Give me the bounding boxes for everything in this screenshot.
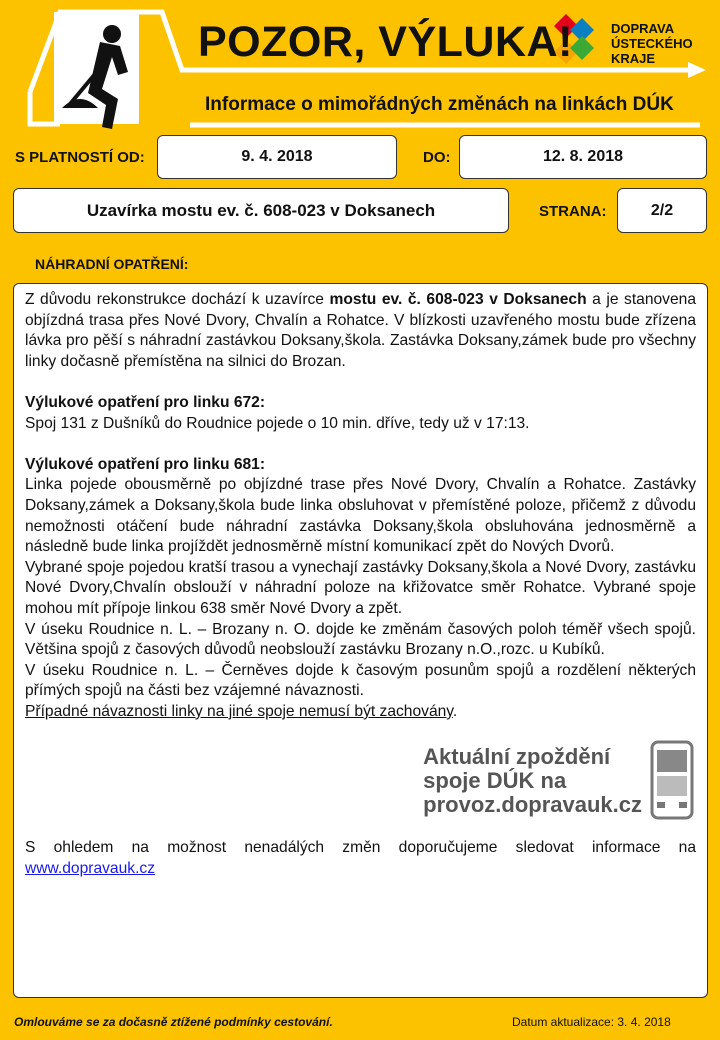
connections-note: Případné návaznosti linky na jiné spoje nemusí být zachovány	[25, 702, 453, 720]
update-date: Datum aktualizace: 3. 4. 2018	[512, 1015, 671, 1029]
valid-from-value: 9. 4. 2018	[157, 135, 397, 179]
intro-paragraph	[25, 290, 696, 372]
paragraph-681-2: Vybrané spoje pojedou kratší trasou a vynechají zastávky Doksany,škola a Nové Dvory, zastávku Nové Dvory,Chvalín obslouží v náhradní poloze na křižovatce směr Rohatce. Vybrané spoje mohou mít přípoje linkou 638 směr Nové Dvory a zpět.	[25, 558, 696, 617]
heading-line-681: Výlukové opatření pro linku 681:	[25, 455, 266, 473]
page-subtitle: Informace o mimořádných změnách na linkách DÚK	[205, 94, 674, 115]
connections-note-end: .	[452, 702, 458, 720]
paragraph-681-1: Linka pojede obousměrně po objízdné trase přes Nové Dvory, Chvalín a Rohatce. Zastávky Doksany,zámek a Doksany,škola bude linka obsluhovat v přemístěné poloze, přičemž z důvodu nemožnosti otáčení bude náhradní zastávka Doksany,škola obsluhována jednosměrně a následně bude linka projíždět jednosměrně místní komunikací zpět do Nových Dvorů.	[25, 476, 696, 556]
delay-notice	[25, 730, 696, 832]
logo-text-line-1: DOPRAVA	[611, 21, 675, 36]
road-works-icon	[54, 12, 139, 129]
paragraph-681-5	[25, 702, 696, 723]
notice-line-2: spoje DÚK na	[423, 768, 567, 794]
page-number-label: STRANA:	[539, 203, 607, 220]
page-title: POZOR, VÝLUKA!	[198, 18, 573, 66]
paragraph-681-3: V úseku Roudnice n. L. – Brozany n. O. dojde ke změnám časových poloh téměř všech spojů. Většina spojů z časových důvodů neobslouží zastávku Brozany n.O.,rozc. u Kubíků.	[25, 620, 696, 659]
intro-text-1: Z důvodu rekonstrukce dochází k uzavírce	[25, 291, 330, 308]
section-label: NÁHRADNÍ OPATŘENÍ:	[35, 256, 189, 272]
notice-line-1: Aktuální zpoždění	[423, 744, 611, 770]
apology-note: Omlouváme se za dočasně ztížené podmínky cestování.	[14, 1015, 333, 1029]
notice-line-3: provoz.dopravauk.cz	[423, 792, 642, 818]
paragraph-672: Spoj 131 z Dušníků do Roudnice pojede o 10 min. dříve, tedy už v 17:13.	[25, 414, 530, 432]
intro-text-2: a je stanovena objízdná trasa přes Nové Dvory, Chvalín a Rohatce. V blízkosti uzavřeného mostu bude zřízena lávka pro pěší s náhradní zastávkou Doksany,škola. Zastávka Doksany,zámek bude pro všechny linky dočasně přemístěna na silnici do Brozan.	[25, 291, 696, 370]
logo-text-line-3: KRAJE	[611, 51, 656, 66]
valid-to-value: 12. 8. 2018	[459, 135, 707, 179]
main-content	[13, 283, 708, 998]
intro-bridge-bold: mostu ev. č. 608-023 v Doksanech	[329, 291, 587, 308]
valid-from-label: S PLATNOSTÍ OD:	[15, 149, 145, 166]
valid-to-label: DO:	[423, 149, 451, 166]
page-number-value: 2/2	[617, 188, 707, 233]
closing-paragraph	[25, 838, 696, 879]
dopravauk-link[interactable]: www.dopravauk.cz	[25, 860, 156, 878]
closing-text: S ohledem na možnost nenadálých změn doporučujeme sledovat informace na	[25, 839, 696, 857]
bus-icon	[648, 740, 696, 822]
closure-title: Uzavírka mostu ev. č. 608-023 v Doksanech	[13, 188, 509, 233]
header	[0, 0, 720, 140]
heading-line-672: Výlukové opatření pro linku 672:	[25, 393, 266, 411]
logo-text-line-2: ÚSTECKÉHO	[611, 36, 693, 51]
paragraph-681-4: V úseku Roudnice n. L. – Černěves dojde k časovým posunům spojů a rozdělení některých přímých spojů na části bez vzájemné návaznosti.	[25, 661, 696, 700]
